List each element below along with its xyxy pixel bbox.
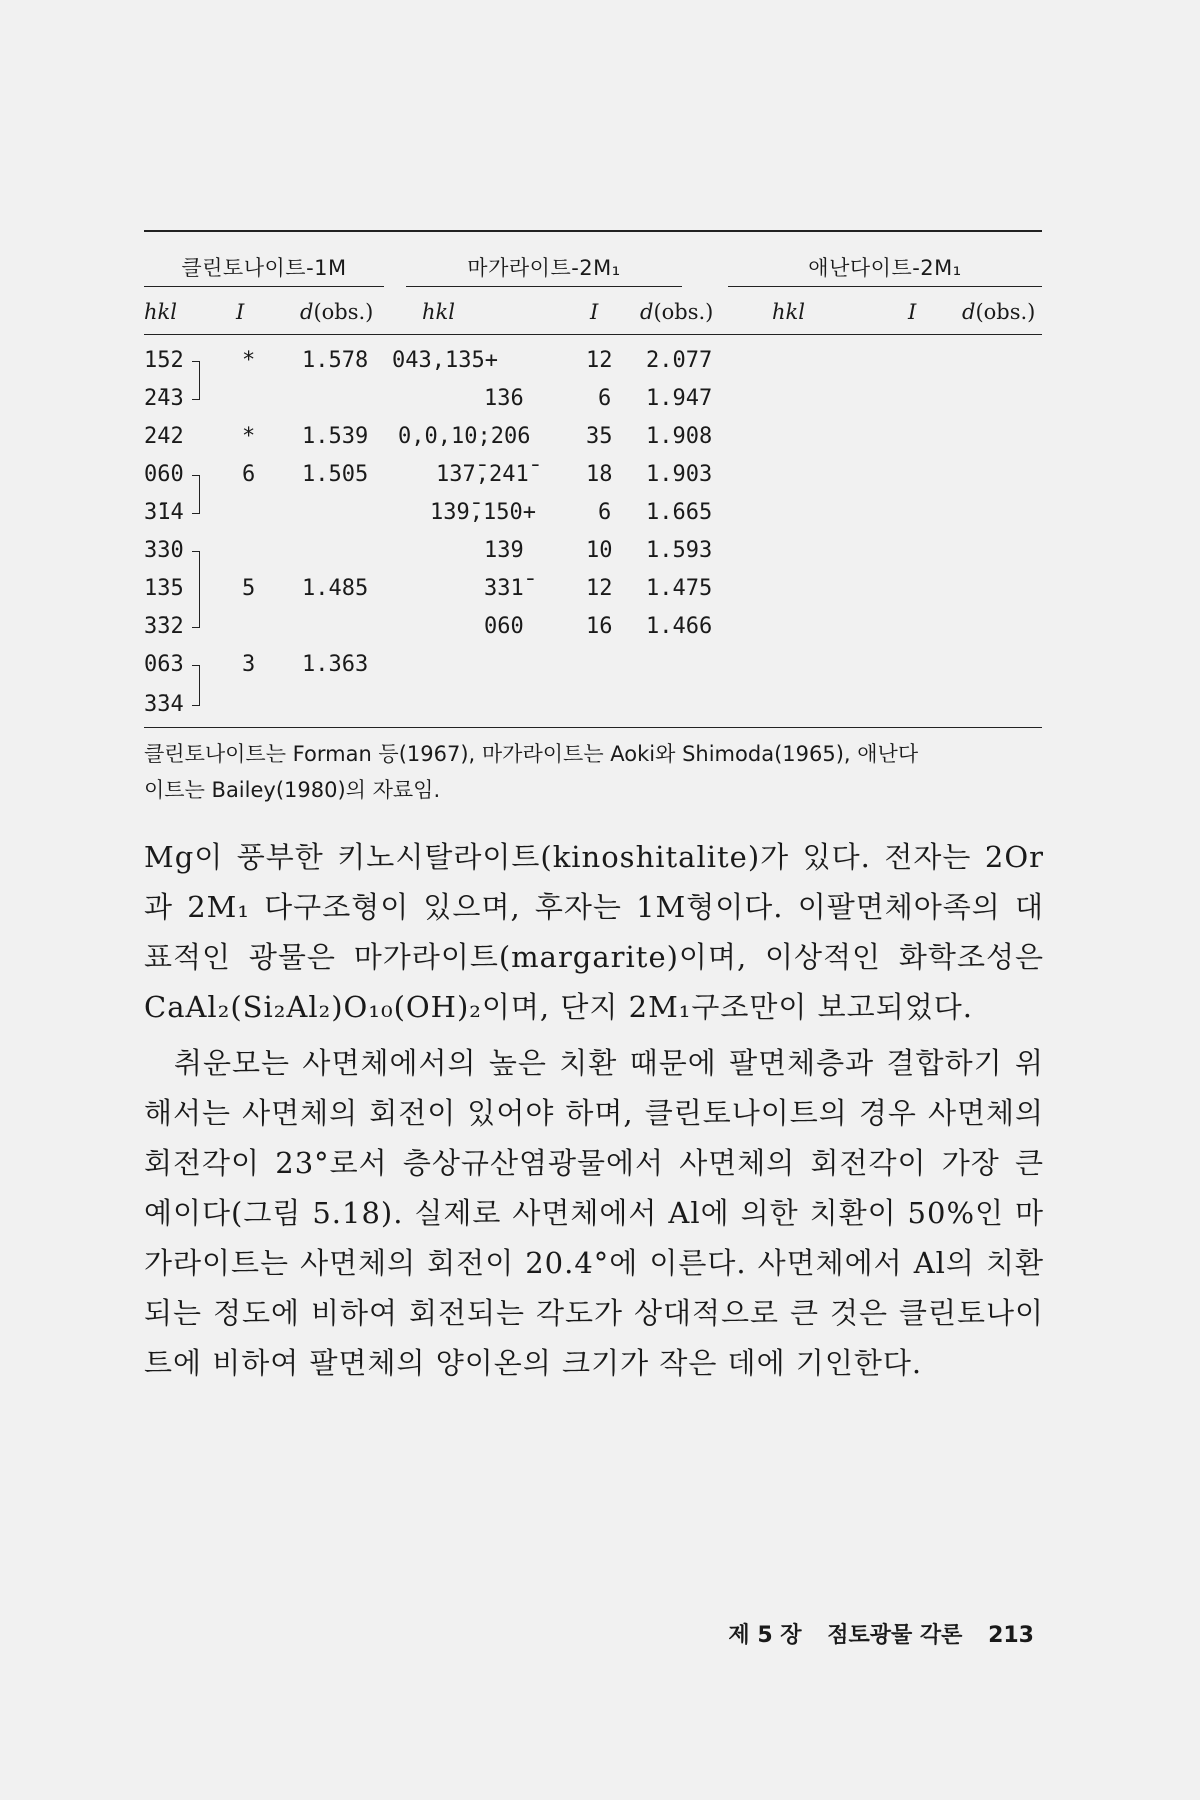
- margarite-hkl: 331̄: [484, 576, 524, 601]
- header-hkl: hkl: [144, 300, 177, 324]
- page-number: 213: [988, 1623, 1034, 1648]
- running-footer: [710, 1618, 1034, 1649]
- margarite-intensity: 10: [586, 538, 613, 563]
- clintonite-hkl: 152: [144, 348, 184, 373]
- margarite-hkl: 139: [484, 538, 524, 563]
- clintonite-d: 1.363: [302, 652, 369, 677]
- header-hkl: hkl: [422, 300, 455, 324]
- margarite-intensity: 18: [586, 462, 613, 487]
- group-title-anandite: 애난다이트-2M₁: [808, 256, 962, 280]
- clintonite-d: 1.539: [302, 424, 369, 449]
- margarite-d: 1.466: [646, 614, 713, 639]
- margarite-d: 2.077: [646, 348, 713, 373]
- margarite-d: 1.475: [646, 576, 713, 601]
- clintonite-intensity: 5: [242, 576, 256, 601]
- margarite-hkl: 060: [484, 614, 524, 639]
- margarite-intensity: 12: [586, 348, 613, 373]
- clintonite-hkl: 2̄43: [144, 386, 184, 411]
- paragraph: 취운모는 사면체에서의 높은 치환 때문에 팔면체층과 결합하기 위해서는 사면체의 회전이 있어야 하며, 클린토나이트의 경우 사면체의 회전각이 23°로서 층상규산염광물에서 사면체의 회전각이 가장 큰 예이다(그림 5.18). 실제로 사면체에서 Al에 의한 치환이 50%인 마가라이트는 사면체의 회전이 20.4°에 이른다. 사면체에서 Al의 치환되는 정도에 비하여 회전되는 각도가 상대적으로 큰 것은 클린토나이트에 비하여 팔면체의 양이온의 크기가 작은 데에 기인한다.: [144, 1046, 1044, 1380]
- margarite-hkl: 0,0,10;206: [398, 424, 531, 449]
- header-d: d: [300, 300, 314, 324]
- clintonite-d: 1.505: [302, 462, 369, 487]
- header-d: d: [640, 300, 654, 324]
- table-note: [144, 736, 1044, 808]
- clintonite-d: 1.485: [302, 576, 369, 601]
- clintonite-intensity: *: [242, 424, 256, 449]
- header-obs: (obs.): [653, 300, 714, 324]
- clintonite-hkl: 3̄34: [144, 692, 184, 717]
- footer-title: 점토광물 각론: [827, 1623, 963, 1648]
- clintonite-hkl: 060: [144, 462, 184, 487]
- table-note-line: 클린토나이트는 Forman 등(1967), 마가라이트는 Aoki와 Shimoda(1965), 애난다: [144, 742, 919, 766]
- header-d: d: [962, 300, 976, 324]
- bracket-icon: [192, 551, 200, 628]
- margarite-d: 1.593: [646, 538, 713, 563]
- header-d-obs: [640, 300, 713, 324]
- margarite-hkl: 136: [484, 386, 524, 411]
- footer-chapter: 제 5 장: [728, 1623, 802, 1648]
- header-intensity: I: [908, 300, 917, 324]
- margarite-intensity: 6: [598, 386, 612, 411]
- paragraph: Mg이 풍부한 키노시탈라이트(kinoshitalite)가 있다. 전자는 2Or과 2M₁ 다구조형이 있으며, 후자는 1M형이다. 이팔면체아족의 대표적인 광물은 마가라이트(margarite)이며, 이상적인 화학조성은 CaAl₂(Si₂Al₂)O₁₀(OH)₂이며, 단지 2M₁구조만이 보고되었다.: [144, 840, 1044, 1024]
- margarite-d: 1.908: [646, 424, 713, 449]
- header-obs: (obs.): [975, 300, 1036, 324]
- header-obs: (obs.): [313, 300, 374, 324]
- clintonite-hkl: 242: [144, 424, 184, 449]
- table-bottom-rule: [144, 727, 1042, 728]
- header-d-obs: [300, 300, 373, 324]
- margarite-intensity: 12: [586, 576, 613, 601]
- header-hkl: hkl: [772, 300, 805, 324]
- margarite-d: 1.947: [646, 386, 713, 411]
- margarite-d: 1.665: [646, 500, 713, 525]
- bracket-icon: [192, 475, 200, 514]
- margarite-intensity: 16: [586, 614, 613, 639]
- group-title-clintonite: 클린토나이트-1M: [181, 256, 347, 280]
- header-d-obs: [962, 300, 1035, 324]
- header-intensity: I: [590, 300, 599, 324]
- clintonite-hkl: 3̄32: [144, 614, 184, 639]
- clintonite-hkl: 3̄14: [144, 500, 184, 525]
- margarite-hkl: 137̄,241̄: [436, 462, 529, 487]
- group-rule: [728, 286, 1042, 287]
- bracket-icon: [192, 665, 200, 706]
- margarite-d: 1.903: [646, 462, 713, 487]
- body-text: [144, 832, 1044, 1388]
- table-top-rule: [144, 230, 1042, 232]
- clintonite-d: 1.578: [302, 348, 369, 373]
- margarite-intensity: 35: [586, 424, 613, 449]
- group-rule: [406, 286, 682, 287]
- header-intensity: I: [236, 300, 245, 324]
- clintonite-hkl: 135: [144, 576, 184, 601]
- header-rule: [144, 334, 1042, 335]
- clintonite-intensity: 6: [242, 462, 256, 487]
- bracket-icon: [192, 361, 200, 400]
- table-note-line: 이트는 Bailey(1980)의 자료임.: [144, 778, 441, 802]
- clintonite-intensity: *: [242, 348, 256, 373]
- clintonite-intensity: 3: [242, 652, 256, 677]
- clintonite-hkl: 330: [144, 538, 184, 563]
- group-rule: [144, 286, 384, 287]
- clintonite-hkl: 063: [144, 652, 184, 677]
- margarite-intensity: 6: [598, 500, 612, 525]
- group-title-margarite: 마가라이트-2M₁: [467, 256, 621, 280]
- margarite-hkl: 043,135+: [392, 348, 498, 373]
- margarite-hkl: 139̄,150+: [430, 500, 536, 525]
